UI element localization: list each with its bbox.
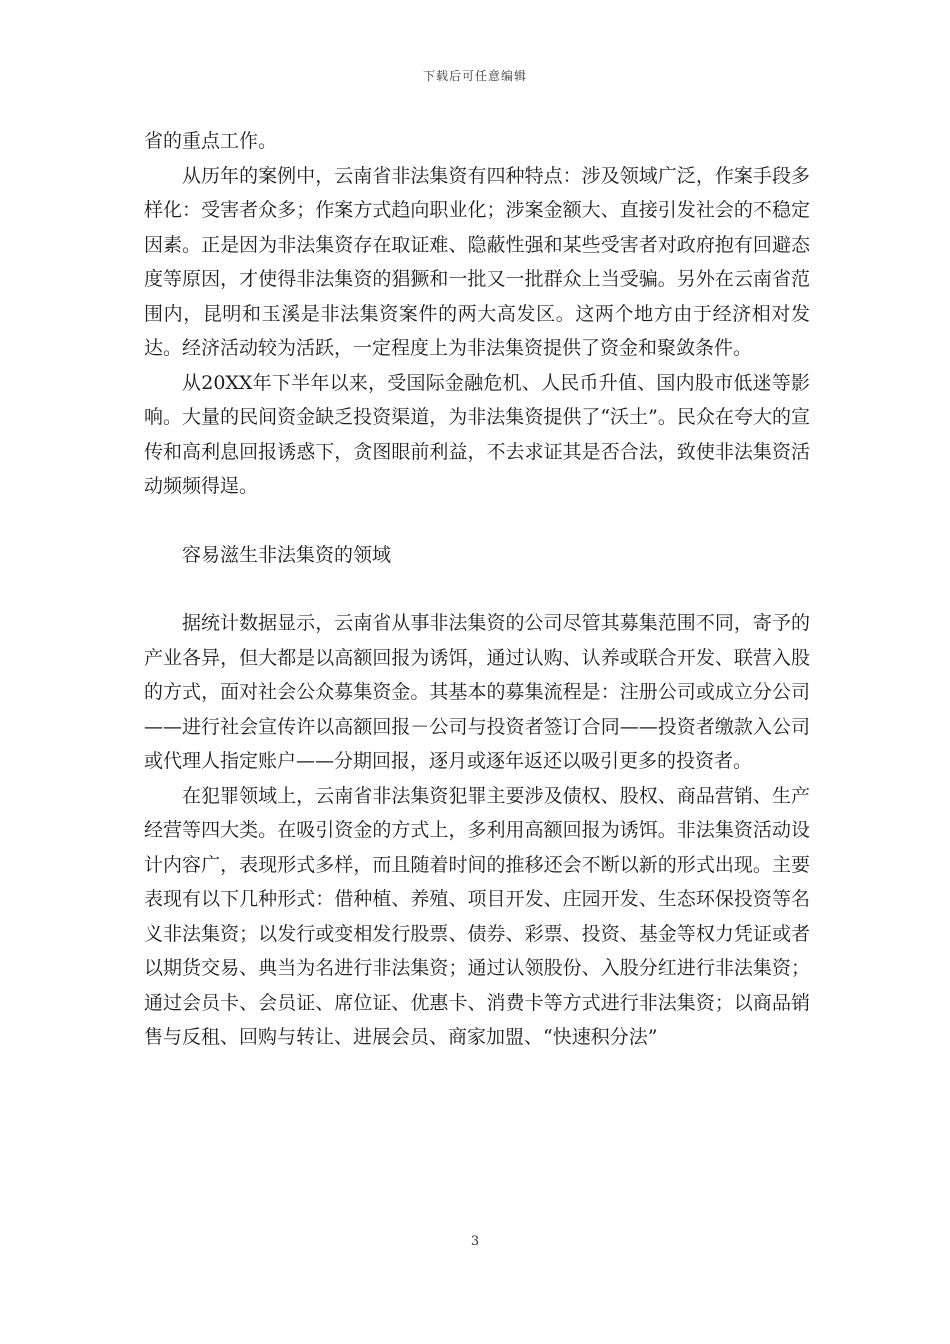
section-heading: 容易滋生非法集资的领域 <box>182 543 392 566</box>
paragraph-crime-fields: 在犯罪领域上，云南省非法集资犯罪主要涉及债权、股权、商品营销、生产经营等四大类。在吸引资金的方式上，多利用高额回报为诱饵。非法集资活动设计内容广，表现形式多样，而且随着时间的推移还会不断以新的形式出现。主要表现有以下几种形式：借种植、养殖、项目开发、庄园开发、生态环保投资等名义非法集资；以发行或变相发行股票、债券、彩票、投资、基金等权力凭证或者以期货交易、典当为名进行非法集资；通过认领股份、入股分红进行非法集资；通过会员卡、会员证、席位证、优惠卡、消费卡等方式进行非法集资；以商品销售与反租、回购与转让、进展会员、商家加盟、“快速积分法” <box>144 784 810 1048</box>
paragraph-continuation: 省的重点工作。 <box>144 130 278 152</box>
page-number: 3 <box>470 1234 480 1249</box>
paragraph-characteristics: 从历年的案例中，云南省非法集资有四种特点：涉及领域广泛，作案手段多样化：受害者众多；作案方式趋向职业化；涉案金额大、直接引发社会的不稳定因素。正是因为非法集资存在取证难、隐蔽性强和某些受害者对政府抱有回避态度等原因，才使得非法集资的猖獗和一批又一批群众上当受骗。另外在云南省范围内，昆明和玉溪是非法集资案件的两大高发区。这两个地方由于经济相对发达。经济活动较为活跃，一定程度上为非法集资提供了资金和聚敛条件。 <box>144 164 810 359</box>
document-body <box>144 124 810 1055</box>
header-note: 下载后可任意编辑 <box>422 69 527 83</box>
paragraph-statistics: 据统计数据显示，云南省从事非法集资的公司尽管其募集范围不同，寄予的产业各异，但大都是以高额回报为诱饵，通过认购、认养或联合开发、联营入股的方式，面对社会公众募集资金。其基本的募集流程是：注册公司或成立分公司——进行社会宣传许以高额回报－公司与投资者签订合同——投资者缴款入公司或代理人指定账户——分期回报，逐月或逐年返还以吸引更多的投资者。 <box>144 612 810 772</box>
paragraph-background: 从20XX年下半年以来，受国际金融危机、人民币升值、国内股市低迷等影响。大量的民间资金缺乏投资渠道，为非法集资提供了“沃土”。民众在夸大的宣传和高利息回报诱惑下，贪图眼前利益，不去求证其是否合法，致使非法集资活动频频得逞。 <box>144 371 810 497</box>
